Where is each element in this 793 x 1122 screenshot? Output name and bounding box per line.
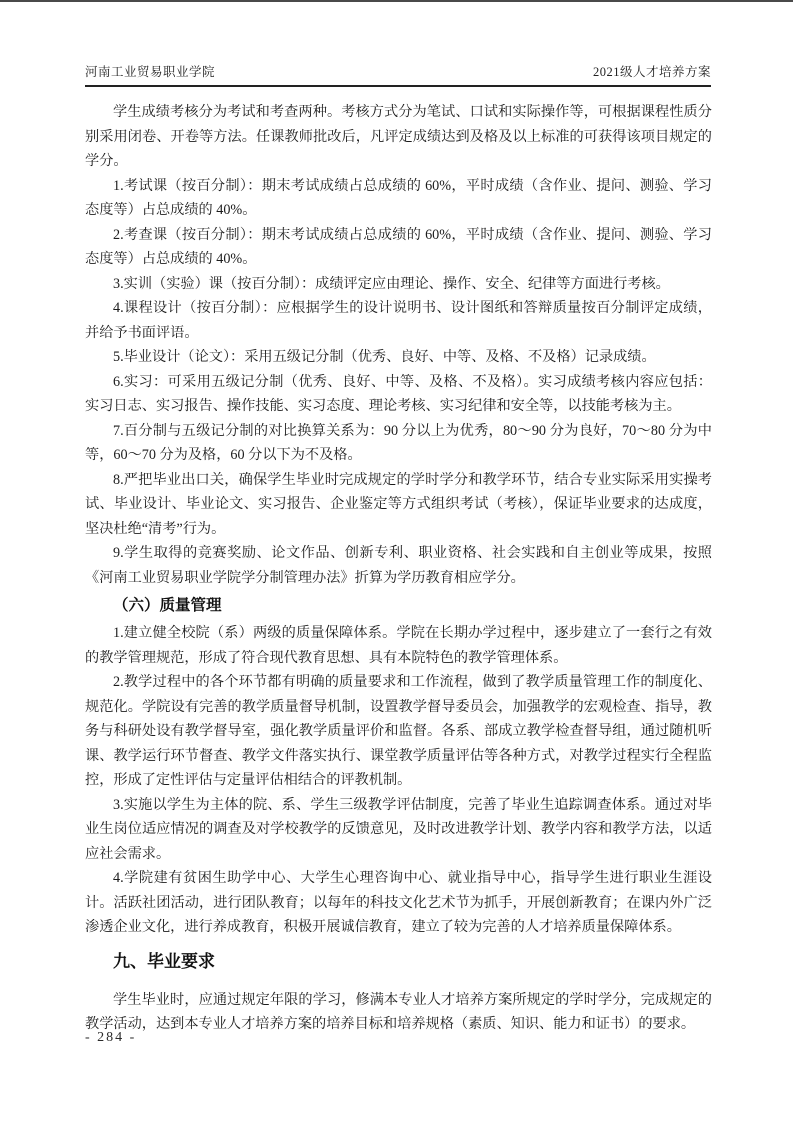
paragraph-quality-item-1: 1.建立健全校院（系）两级的质量保障体系。学院在长期办学过程中，逐步建立了一套行之有效的教学管理规范，形成了符合现代教育思想、具有本院特色的教学管理体系。: [85, 625, 712, 666]
page-header: [85, 62, 711, 87]
page-number: - 284 -: [85, 1030, 137, 1045]
paragraph-quality-item-4: 4.学院建有贫困生助学中心、大学生心理咨询中心、就业指导中心，指导学生进行职业生涯设计。活跃社团活动，进行团队教育；以每年的科技文化艺术节为抓手，开展创新教育；在课内外广泛渗透企业文化，进行养成教育，积极开展诚信教育，建立了较为完善的人才培养质量保障体系。: [85, 870, 712, 935]
paragraph-grading-item-9: 9.学生取得的竞赛奖励、论文作品、创新专利、职业资格、社会实践和自主创业等成果，按照《河南工业贸易职业学院学分制管理办法》折算为学历教育相应学分。: [85, 545, 712, 586]
paragraph-grading-item-3: 3.实训（实验）课（按百分制）：成绩评定应由理论、操作、安全、纪律等方面进行考核。: [113, 275, 670, 292]
paragraph-graduation-requirements: 学生毕业时，应通过规定年限的学习，修满本专业人才培养方案所规定的学时学分，完成规定的教学活动，达到本专业人才培养方案的培养目标和培养规格（素质、知识、能力和证书）的要求。: [85, 991, 712, 1032]
paragraph-grading-item-5: 5.毕业设计（论文）：采用五级记分制（优秀、良好、中等、及格、不及格）记录成绩。: [113, 349, 656, 365]
paragraph-grading-item-8: 8.严把毕业出口关，确保学生毕业时完成规定的学时学分和教学环节，结合专业实际采用实操考试、毕业设计、毕业论文、实习报告、企业鉴定等方式组织考试（考核），保证毕业要求的达成度，坚决杜绝“清考”行为。: [85, 471, 712, 537]
document-body: [85, 100, 712, 1037]
heading-quality-management: （六）质量管理: [113, 597, 222, 614]
header-document-title: 2021级人才培养方案: [592, 65, 711, 79]
header-institution-name: 河南工业贸易职业学院: [85, 65, 216, 79]
paragraph-quality-item-2: 2.教学过程中的各个环节都有明确的质量要求和工作流程，做到了教学质量管理工作的制度化、规范化。学院设有完善的教学质量督导机制，设置教学督导委员会，加强教学的宏观检查、指导，教务与科研处设有教学督导室，强化教学质量评价和监督。各系、部成立教学检查督导组，通过随机听课、教学运行环节督查、教学文件落实执行、课堂教学质量评估等各种方式，对教学过程实行全程监控，形成了定性评估与定量评估相结合的评教机制。: [85, 674, 712, 788]
paragraph-grading-intro: 学生成绩考核分为考试和考查两种。考核方式分为笔试、口试和实际操作等，可根据课程性质分别采用闭卷、开卷等方法。任课教师批改后，凡评定成绩达到及格及以上标准的可获得该项目规定的学分。: [85, 104, 712, 169]
heading-graduation-requirements: 九、毕业要求: [113, 951, 215, 971]
paragraph-grading-item-4: 4.课程设计（按百分制）：应根据学生的设计说明书、设计图纸和答辩质量按百分制评定成绩，并给予书面评语。: [85, 300, 712, 341]
scan-edge-artifact: [0, 0, 793, 2]
paragraph-quality-item-3: 3.实施以学生为主体的院、系、学生三级教学评估制度，完善了毕业生追踪调查体系。通过对毕业生岗位适应情况的调查及对学校教学的反馈意见，及时改进教学计划、教学内容和教学方法，以适应社会需求。: [85, 796, 712, 862]
paragraph-grading-item-6: 6.实习：可采用五级记分制（优秀、良好、中等、及格、不及格）。实习成绩考核内容应包括：实习日志、实习报告、操作技能、实习态度、理论考核、实习纪律和安全等，以技能考核为主。: [85, 373, 712, 414]
paragraph-grading-item-2: 2.考查课（按百分制）：期末考试成绩占总成绩的 60%，平时成绩（含作业、提问、测验、学习态度等）占总成绩的 40%。: [85, 226, 712, 267]
paragraph-grading-item-1: 1.考试课（按百分制）：期末考试成绩占总成绩的 60%，平时成绩（含作业、提问、测验、学习态度等）占总成绩的 40%。: [85, 177, 712, 218]
paragraph-grading-item-7: 7.百分制与五级记分制的对比换算关系为：90 分以上为优秀，80～90 分为良好，70～80 分为中等，60～70 分为及格，60 分以下为不及格。: [85, 422, 712, 463]
